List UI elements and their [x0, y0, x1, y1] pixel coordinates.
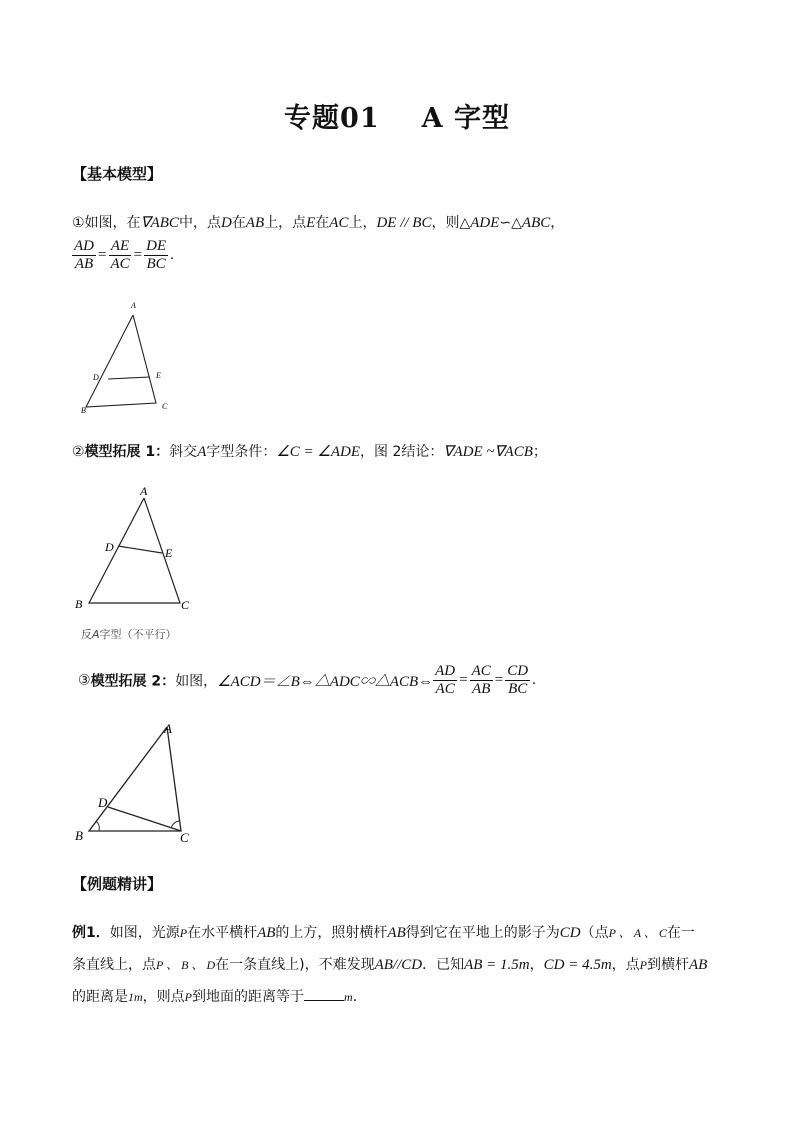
- ex-text: 到地面的距离等于: [192, 989, 305, 1005]
- frac-num: DE: [146, 238, 167, 254]
- label-c: C: [181, 598, 190, 612]
- equals-sign: =: [459, 672, 468, 688]
- item1-mid3: 上，: [348, 215, 377, 231]
- frac-den: BC: [146, 256, 166, 272]
- item2-lead: ②: [72, 444, 85, 460]
- label-c: C: [180, 830, 189, 845]
- item1-statement: [72, 212, 564, 232]
- item1-mid1: 中，点: [178, 215, 221, 231]
- angle-b-arc: [96, 821, 99, 831]
- item1-in2: 在: [315, 215, 330, 231]
- item3-text1: 如图，: [175, 673, 218, 690]
- ex-text: ，点: [611, 957, 640, 973]
- example1-line1: [72, 922, 695, 942]
- frac-num: CD: [507, 663, 529, 679]
- item1-parallel: DE // BC: [376, 215, 432, 231]
- label-b: B: [75, 828, 83, 843]
- ex-cd: CD: [559, 925, 581, 941]
- item2-end: ；: [532, 444, 547, 460]
- label-e: E: [165, 546, 173, 560]
- item1-e: E: [306, 215, 316, 231]
- item2-a: A: [197, 444, 207, 460]
- item1-abc2: ABC: [521, 215, 551, 231]
- item1-ab: AB: [245, 215, 265, 231]
- item2-text1: 斜交: [169, 444, 198, 460]
- ex-text: （点: [580, 925, 609, 941]
- item1-in1: 在: [231, 215, 246, 231]
- item1-sim: ∽△: [499, 215, 522, 231]
- label-a: A: [140, 484, 148, 498]
- ex-cd-value: CD = 4.5m: [543, 957, 612, 973]
- section-basic-model: 【基本模型】: [72, 165, 163, 183]
- figure-2-caption: [81, 627, 177, 641]
- ex-text: 如图，光源: [109, 925, 180, 941]
- figure-2-triangle: [68, 480, 208, 650]
- frac-num: AD: [74, 238, 94, 254]
- item3-heading: 模型拓展 2：: [90, 673, 176, 690]
- item3-statement: [78, 663, 538, 698]
- ex-p: P: [179, 926, 188, 940]
- item3-lead: ③: [78, 672, 91, 689]
- item1-d: D: [220, 215, 232, 231]
- frac-den: AC: [435, 681, 455, 697]
- frac-ad-ab: [72, 238, 96, 273]
- item2-statement: [72, 441, 547, 461]
- ex-text: 到横杆: [647, 957, 690, 973]
- item2-text2: 字型条件：: [206, 444, 277, 460]
- frac-num: AE: [110, 238, 130, 254]
- triangle-symbol: ∇: [494, 444, 505, 460]
- item2-conclusion2: ACB: [504, 444, 533, 460]
- item1-fraction-equation: [72, 238, 176, 273]
- item1-abc: ABC: [150, 215, 179, 231]
- label-b: B: [75, 597, 83, 611]
- frac-den: AC: [110, 256, 130, 272]
- frac-num: AC: [471, 663, 491, 679]
- item2-conclusion: ADE ~: [453, 444, 495, 460]
- ex-text: ，: [529, 957, 544, 973]
- ex-text: 在一条直线上)，不难发现: [215, 957, 375, 973]
- section-examples: 【例题精讲】: [72, 875, 163, 893]
- label-d: D: [93, 373, 99, 382]
- ex-unit: m: [344, 990, 353, 1004]
- label-e: E: [156, 371, 161, 380]
- title-part1: 专题01: [284, 103, 380, 134]
- ex-text: 在水平横杆: [187, 925, 258, 941]
- segment-de: [118, 546, 162, 553]
- caption-post: 字型（不平行）: [99, 628, 177, 641]
- frac-cd-bc: [505, 663, 530, 698]
- ex-ab: AB: [689, 957, 708, 973]
- label-b: B: [81, 406, 86, 415]
- period: .: [170, 247, 174, 263]
- triangle-abc: [86, 315, 156, 407]
- label-d: D: [105, 540, 114, 554]
- frac-ae-ac: [108, 238, 131, 273]
- example1-line2: [72, 954, 707, 974]
- frac-den: AB: [74, 256, 94, 272]
- figure-3-triangle: [68, 715, 208, 850]
- ex-text: 的距离是: [72, 989, 128, 1005]
- item1-ade: ADE: [470, 215, 500, 231]
- ex-p: P: [184, 990, 193, 1004]
- ex-text: 在一: [666, 925, 695, 941]
- page-title: [0, 96, 794, 135]
- frac-num: AD: [435, 663, 456, 679]
- ex-ab: AB: [387, 925, 406, 941]
- ex-pbd: P 、 B 、 D: [156, 958, 216, 972]
- equals-sign: =: [98, 247, 107, 263]
- label-a: A: [164, 721, 172, 736]
- ex-text: 得到它在平地上的影子为: [405, 925, 560, 941]
- item1-comma: ，: [550, 215, 565, 231]
- period: .: [532, 672, 536, 688]
- ex-p: P: [639, 958, 648, 972]
- frac-ac-ab: [470, 663, 493, 698]
- ex-text: ．: [352, 989, 367, 1005]
- angle-c-arc: [171, 821, 179, 828]
- label-a: A: [131, 301, 136, 310]
- ex-ab-value: AB = 1.5m: [464, 957, 530, 973]
- item2-text3: ，图 2结论：: [360, 444, 444, 460]
- ex-one-m: 1m: [128, 990, 143, 1004]
- item1-ac: AC: [329, 215, 349, 231]
- item2-condition: ∠C = ∠ADE: [276, 444, 361, 460]
- figure-1-triangle: [70, 295, 190, 420]
- triangle-symbol: ∇: [443, 444, 454, 460]
- frac-den: BC: [508, 681, 528, 697]
- item1-mid2: 上，点: [264, 215, 307, 231]
- caption-a: A: [92, 628, 100, 641]
- item1-then: ，则△: [431, 215, 471, 231]
- equals-sign: =: [133, 247, 143, 263]
- ex-text: ．已知: [422, 957, 465, 973]
- ex-pac: P 、 A 、 C: [608, 926, 667, 940]
- item2-heading: 模型拓展 1：: [84, 444, 170, 460]
- ex-ab: AB: [257, 925, 276, 941]
- triangle-symbol: ∇: [140, 215, 151, 231]
- title-part2: A 字型: [421, 103, 510, 134]
- ex-parallel: AB//CD: [374, 957, 423, 973]
- example1-label: 例1．: [72, 925, 110, 941]
- segment-de: [108, 377, 150, 379]
- frac-ad-ac: [433, 663, 457, 698]
- item1-lead: ①如图，在: [72, 215, 141, 231]
- ex-text: 条直线上，点: [72, 957, 156, 973]
- caption-pre: 反: [81, 628, 92, 641]
- ex-text: ，则点: [142, 989, 185, 1005]
- label-d: D: [98, 795, 108, 810]
- equals-sign: =: [494, 672, 504, 688]
- item3-condition: ∠ACD＝∠B⇔△ADC∽△ACB⇔: [217, 674, 434, 690]
- answer-blank[interactable]: [304, 986, 344, 1001]
- frac-den: AB: [472, 681, 491, 697]
- example1-line3: [72, 986, 367, 1006]
- segment-dc: [108, 807, 181, 831]
- frac-de-bc: [144, 238, 168, 273]
- label-c: C: [162, 402, 168, 411]
- ex-text: 的上方，照射横杆: [275, 925, 388, 941]
